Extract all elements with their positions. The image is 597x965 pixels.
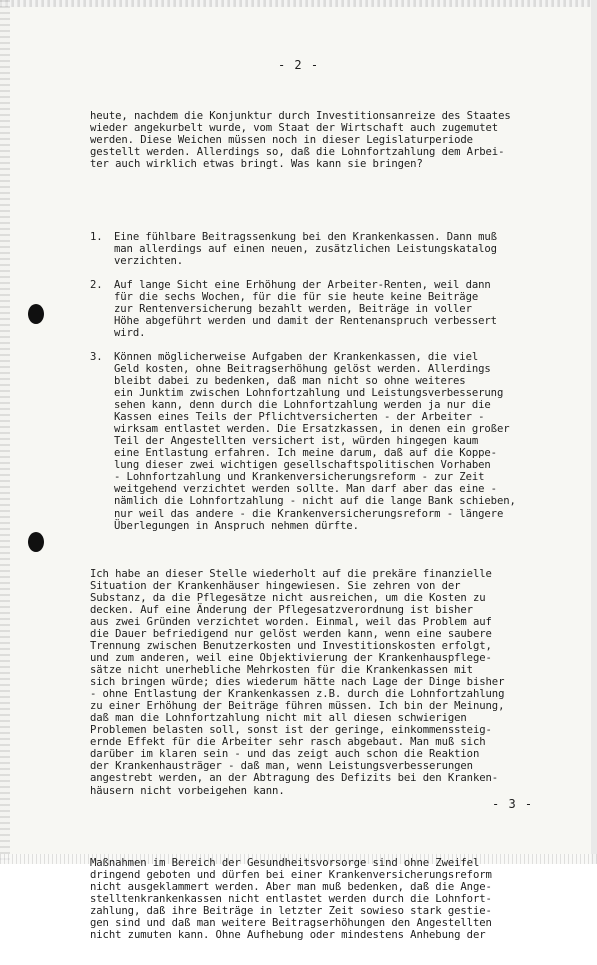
text-line: die Dauer befriedigend nur gelöst werden kann, wenn eine saubere	[90, 627, 492, 640]
body-text	[90, 86, 562, 965]
text-line: daß man die Lohnfortzahlung nicht mit all diesen schwierigen	[90, 712, 467, 725]
text-line: nicht zumuten kann. Ohne Aufhebung oder mindestens Anhebung der	[90, 929, 486, 942]
text-line: der Krankenhausträger - daß man, wenn Leistungsverbesserungen	[90, 760, 473, 773]
text-line: Trennung zwischen Benutzerkosten und Investitionskosten erfolgt,	[90, 639, 492, 652]
scan-edge-left	[0, 0, 10, 864]
list-item-text	[114, 351, 516, 532]
paragraph-hospital	[90, 568, 562, 797]
text-line: ein Junktim zwischen Lohnfortzahlung und Leistungsverbesserung	[114, 387, 504, 400]
text-line: sätze nicht unerhebliche Mehrkosten für die Krankenkassen mit	[90, 664, 473, 677]
text-line: Auf lange Sicht eine Erhöhung der Arbeiter-Renten, weil dann	[114, 278, 491, 291]
text-line: decken. Auf eine Änderung der Pflegesatzverordnung ist bisher	[90, 603, 473, 616]
text-line: Problemen belasten soll, sonst ist der geringe, einkommenssteig-	[90, 724, 492, 737]
text-line: nämlich die Lohnfortzahlung - nicht auf die lange Bank schieben,	[114, 495, 516, 508]
scan-edge-top	[0, 0, 597, 7]
list-item-text	[114, 279, 497, 339]
text-line: Können möglicherweise Aufgaben der Krankenkassen, die viel	[114, 350, 479, 363]
text-line: angestrebt werden, an der Abtragung des Defizits bei den Kranken-	[90, 772, 499, 785]
text-line: für die sechs Wochen, für die für sie heute keine Beiträge	[114, 290, 479, 303]
text-line: Situation der Krankenhäuser hingewiesen. Sie zehren von der	[90, 579, 461, 592]
text-line: darüber im klaren sein - und das zeigt auch schon die Reaktion	[90, 748, 480, 761]
text-line: gen sind und daß man weitere Beitragserhöhungen den Angestellten	[90, 917, 492, 929]
text-line: zur Rentenversicherung bezahlt werden, Beiträge in voller	[114, 302, 472, 315]
text-line: Höhe abgeführt werden und damit der Rentenanspruch verbessert	[114, 314, 497, 327]
text-line: Überlegungen in Anspruch nehmen dürfte.	[114, 519, 359, 532]
text-line: gestellt werden. Allerdings so, daß die Lohnfortzahlung dem Arbei-	[90, 146, 505, 159]
text-line: werden. Diese Weichen müssen noch in dieser Legislaturperiode	[90, 134, 473, 147]
text-line: sich bringen würde; dies wiederum hätte nach Lage der Dinge bisher	[90, 676, 505, 689]
text-line: weitgehend verzichtet werden sollte. Man darf aber das eine -	[114, 483, 497, 496]
list-item	[90, 279, 562, 339]
text-line: wieder angekurbelt wurde, vom Staat der Wirtschaft auch zugemutet	[90, 122, 499, 135]
text-line: lung dieser zwei wichtigen gesellschaftspolitischen Vorhaben	[114, 459, 491, 472]
text-line: stelltenkrankenkassen nicht entlastet werden durch die Lohnfort-	[90, 892, 492, 905]
text-line: Ich habe an dieser Stelle wiederholt auf die prekäre finanzielle	[90, 567, 492, 580]
text-line: - ohne Entlastung der Krankenkassen z.B. durch die Lohnfortzahlung	[90, 688, 505, 701]
text-line: eine Entlastung erfahren. Ich meine darum, daß auf die Koppe-	[114, 447, 497, 460]
text-line: wird.	[114, 326, 146, 339]
text-line: nur weil das andere - die Krankenversicherungsreform - längere	[114, 507, 504, 520]
text-line: ernde Effekt für die Arbeiter sehr rasch abgebaut. Man muß sich	[90, 736, 486, 749]
punch-hole-upper	[28, 304, 44, 324]
list-item-text	[114, 231, 497, 267]
text-line: zu einer Erhöhung der Beiträge führen müssen. Ich bin der Meinung,	[90, 700, 505, 713]
text-line: - Lohnfortzahlung und Krankenversicherungsreform - zur Zeit	[114, 471, 485, 484]
list-item	[90, 351, 562, 532]
text-line: Maßnahmen im Bereich der Gesundheitsvorsorge sind ohne Zweifel	[90, 856, 480, 869]
list-item-number: 3.	[90, 350, 103, 363]
text-line: man allerdings auf einen neuen, zusätzlichen Leistungskatalog	[114, 242, 497, 255]
list-item-number: 1.	[90, 230, 103, 243]
text-line: wirksam entlastet werden. Die Ersatzkassen, in denen ein großer	[114, 423, 510, 436]
text-line: sehen kann, denn durch die Lohnfortzahlung werden ja nur die	[114, 399, 491, 412]
text-line: Kassen eines Teils der Pflichtversicherten - der Arbeiter -	[114, 411, 485, 424]
text-line: heute, nachdem die Konjunktur durch Investitionsanreize des Staates	[90, 110, 511, 123]
paragraph-intro	[90, 110, 562, 170]
text-line: Substanz, da die Pflegesätze nicht ausreichen, um die Kosten zu	[90, 591, 486, 604]
text-line: ter auch wirklich etwas bringt. Was kann sie bringen?	[90, 158, 423, 171]
text-line: dringend geboten und dürfen bei einer Krankenversicherungsreform	[90, 868, 492, 881]
text-line: aus zwei Gründen verzichtet worden. Einmal, weil das Problem auf	[90, 615, 492, 628]
scan-edge-right	[591, 0, 597, 864]
text-line: Geld kosten, ohne Beitragserhöhung gelöst werden. Allerdings	[114, 362, 491, 375]
text-line: Eine fühlbare Beitragssenkung bei den Krankenkassen. Dann muß	[114, 230, 497, 243]
paragraph-prevention	[90, 857, 562, 941]
punch-hole-lower	[28, 532, 44, 552]
list-item-number: 2.	[90, 278, 103, 291]
text-line: und zum anderen, weil eine Objektivierung der Krankenhauspflege-	[90, 652, 492, 665]
list-item	[90, 231, 562, 267]
numbered-list	[90, 231, 562, 544]
text-line: Teil der Angestellten versichert ist, würden hingegen kaum	[114, 435, 479, 448]
continuation-marker: - 3 -	[492, 797, 534, 811]
text-line: häusern nicht vorbeigehen kann.	[90, 784, 285, 797]
text-line: bleibt dabei zu bedenken, daß man nicht so ohne weiteres	[114, 374, 466, 387]
text-line: zahlung, daß ihre Beiträge in letzter Zeit sowieso stark gestie-	[90, 904, 492, 917]
text-line: nicht ausgeklammert werden. Aber man muß bedenken, daß die Ange-	[90, 880, 492, 893]
page-number: - 2 -	[277, 58, 320, 72]
text-line: verzichten.	[114, 254, 184, 267]
